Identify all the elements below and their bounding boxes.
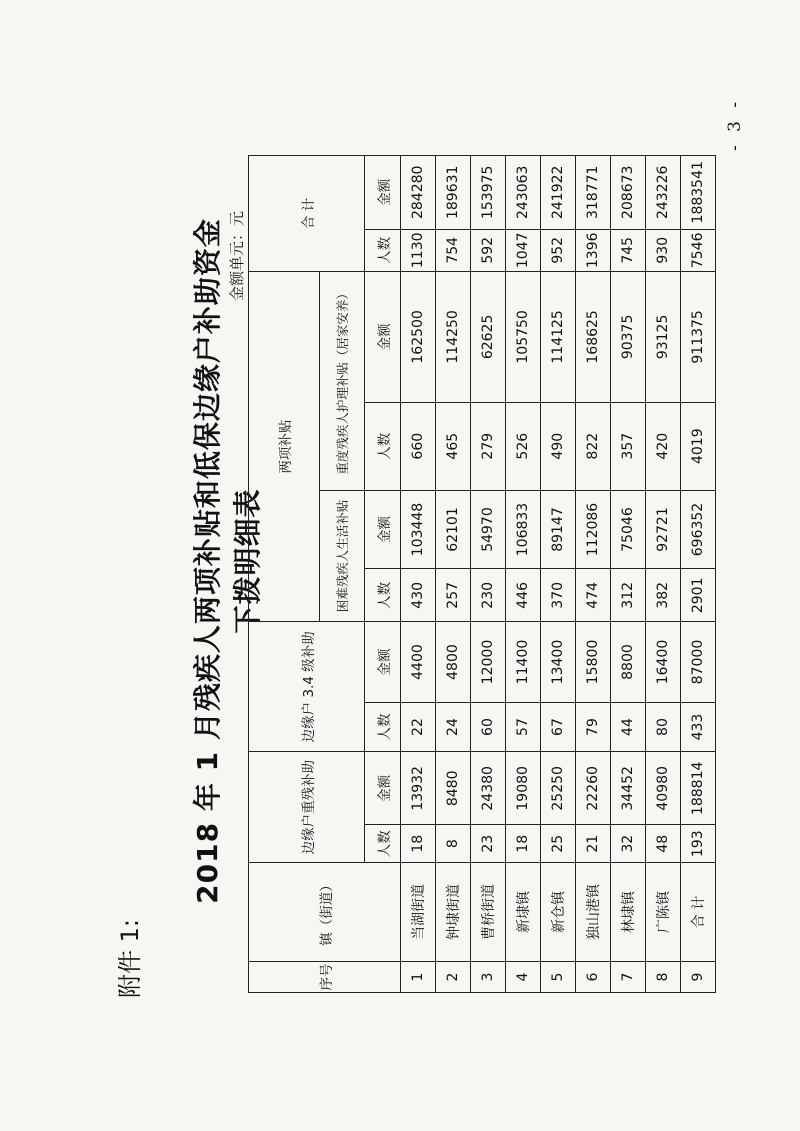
cell-g34-p: 79 — [576, 702, 611, 751]
cell-g34-p: 24 — [436, 702, 471, 751]
header-people: 人数 — [365, 402, 401, 490]
cell-care-a: 93125 — [646, 272, 681, 403]
cell-severe-p: 193 — [681, 825, 716, 863]
cell-g34-a: 4800 — [436, 622, 471, 702]
cell-severe-a: 13932 — [401, 752, 436, 825]
cell-total-p: 952 — [541, 229, 576, 271]
table-row — [506, 156, 541, 993]
cell-seq: 7 — [611, 962, 646, 993]
cell-living-p: 382 — [646, 569, 681, 622]
header-people: 人数 — [365, 702, 401, 751]
header-amount: 金额 — [365, 156, 401, 230]
header-grade34: 边缘户 3.4 级补助 — [249, 622, 365, 752]
cell-town: 新仓镇 — [541, 863, 576, 962]
cell-total-a: 208673 — [611, 156, 646, 230]
cell-total-a: 243063 — [506, 156, 541, 230]
cell-total-p: 1047 — [506, 229, 541, 271]
cell-living-p: 257 — [436, 569, 471, 622]
cell-care-a: 114125 — [541, 272, 576, 403]
cell-care-a: 911375 — [681, 272, 716, 403]
header-severe: 边缘户重残补助 — [249, 752, 365, 863]
cell-total-p: 745 — [611, 229, 646, 271]
cell-severe-a: 19080 — [506, 752, 541, 825]
header-two-subsidies: 两项补贴 — [249, 272, 320, 622]
cell-living-p: 312 — [611, 569, 646, 622]
header-amount: 金额 — [365, 752, 401, 825]
cell-total-a: 189631 — [436, 156, 471, 230]
cell-care-p: 420 — [646, 402, 681, 490]
cell-town: 广陈镇 — [646, 863, 681, 962]
cell-severe-p: 23 — [471, 825, 506, 863]
cell-total-a: 1883541 — [681, 156, 716, 230]
cell-living-p: 2901 — [681, 569, 716, 622]
cell-total-a: 318771 — [576, 156, 611, 230]
cell-town: 钟埭街道 — [436, 863, 471, 962]
cell-seq: 6 — [576, 962, 611, 993]
table-body — [401, 156, 716, 993]
table-row — [646, 156, 681, 993]
cell-g34-a: 15800 — [576, 622, 611, 702]
cell-seq: 8 — [646, 962, 681, 993]
cell-care-p: 279 — [471, 402, 506, 490]
cell-care-p: 490 — [541, 402, 576, 490]
cell-care-p: 660 — [401, 402, 436, 490]
cell-severe-p: 8 — [436, 825, 471, 863]
cell-care-p: 822 — [576, 402, 611, 490]
cell-g34-p: 433 — [681, 702, 716, 751]
header-living-subsidy: 困难残疾人生活补贴 — [320, 490, 365, 622]
cell-severe-a: 22260 — [576, 752, 611, 825]
cell-g34-p: 80 — [646, 702, 681, 751]
cell-seq: 3 — [471, 962, 506, 993]
cell-severe-a: 40980 — [646, 752, 681, 825]
cell-town: 合 计 — [681, 863, 716, 962]
cell-town: 曹桥街道 — [471, 863, 506, 962]
cell-care-p: 465 — [436, 402, 471, 490]
cell-g34-a: 13400 — [541, 622, 576, 702]
cell-care-a: 90375 — [611, 272, 646, 403]
cell-care-a: 62625 — [471, 272, 506, 403]
cell-severe-p: 18 — [401, 825, 436, 863]
cell-severe-p: 48 — [646, 825, 681, 863]
cell-living-p: 474 — [576, 569, 611, 622]
cell-severe-p: 25 — [541, 825, 576, 863]
cell-seq: 9 — [681, 962, 716, 993]
cell-severe-a: 8480 — [436, 752, 471, 825]
header-seq: 序号 — [249, 962, 401, 993]
cell-living-a: 54970 — [471, 490, 506, 569]
cell-g34-p: 60 — [471, 702, 506, 751]
document-title: 2018 年 1 月残疾人两项补贴和低保边缘户补助资金下拨明细表 — [191, 218, 264, 904]
cell-town: 当湖街道 — [401, 863, 436, 962]
cell-care-a: 114250 — [436, 272, 471, 403]
table-row — [401, 156, 436, 993]
cell-seq: 5 — [541, 962, 576, 993]
cell-town: 独山港镇 — [576, 863, 611, 962]
cell-total-a: 241922 — [541, 156, 576, 230]
cell-g34-p: 67 — [541, 702, 576, 751]
header-people: 人数 — [365, 825, 401, 863]
cell-severe-p: 18 — [506, 825, 541, 863]
header-amount: 金额 — [365, 272, 401, 403]
cell-living-a: 112086 — [576, 490, 611, 569]
page-number: - 3 - — [725, 97, 745, 151]
cell-total-p: 1396 — [576, 229, 611, 271]
cell-living-a: 92721 — [646, 490, 681, 569]
header-care-subsidy: 重度残疾人护理补贴（居家安养） — [320, 272, 365, 491]
allocation-table — [248, 155, 716, 993]
cell-living-p: 446 — [506, 569, 541, 622]
cell-care-a: 105750 — [506, 272, 541, 403]
cell-total-a: 153975 — [471, 156, 506, 230]
unit-note: 金额单元：元 — [228, 210, 246, 301]
cell-seq: 1 — [401, 962, 436, 993]
cell-total-a: 284280 — [401, 156, 436, 230]
cell-g34-p: 57 — [506, 702, 541, 751]
cell-care-a: 162500 — [401, 272, 436, 403]
cell-living-a: 89147 — [541, 490, 576, 569]
cell-g34-a: 16400 — [646, 622, 681, 702]
cell-g34-a: 87000 — [681, 622, 716, 702]
table-row — [611, 156, 646, 993]
cell-living-a: 696352 — [681, 490, 716, 569]
cell-severe-a: 34452 — [611, 752, 646, 825]
header-people: 人数 — [365, 569, 401, 622]
header-town: 镇（街道） — [249, 863, 401, 962]
cell-g34-p: 44 — [611, 702, 646, 751]
cell-living-p: 370 — [541, 569, 576, 622]
cell-total-p: 592 — [471, 229, 506, 271]
table-row — [436, 156, 471, 993]
cell-living-p: 230 — [471, 569, 506, 622]
cell-living-p: 430 — [401, 569, 436, 622]
cell-g34-a: 11400 — [506, 622, 541, 702]
cell-severe-a: 24380 — [471, 752, 506, 825]
attachment-label: 附件 1: — [116, 919, 144, 998]
cell-severe-a: 25250 — [541, 752, 576, 825]
cell-total-p: 1130 — [401, 229, 436, 271]
table-row — [541, 156, 576, 993]
cell-g34-a: 8800 — [611, 622, 646, 702]
header-amount: 金额 — [365, 622, 401, 702]
cell-g34-a: 12000 — [471, 622, 506, 702]
cell-total-p: 754 — [436, 229, 471, 271]
cell-living-a: 106833 — [506, 490, 541, 569]
cell-care-p: 526 — [506, 402, 541, 490]
header-people: 人数 — [365, 229, 401, 271]
cell-living-a: 103448 — [401, 490, 436, 569]
cell-severe-p: 32 — [611, 825, 646, 863]
cell-severe-a: 188814 — [681, 752, 716, 825]
header-total: 合 计 — [249, 156, 365, 272]
table-row — [471, 156, 506, 993]
cell-living-a: 75046 — [611, 490, 646, 569]
cell-severe-p: 21 — [576, 825, 611, 863]
cell-town: 新埭镇 — [506, 863, 541, 962]
cell-total-a: 243226 — [646, 156, 681, 230]
cell-total-p: 930 — [646, 229, 681, 271]
cell-care-p: 357 — [611, 402, 646, 490]
cell-care-a: 168625 — [576, 272, 611, 403]
cell-living-a: 62101 — [436, 490, 471, 569]
table-row — [576, 156, 611, 993]
cell-g34-p: 22 — [401, 702, 436, 751]
header-amount: 金额 — [365, 490, 401, 569]
cell-g34-a: 4400 — [401, 622, 436, 702]
cell-seq: 4 — [506, 962, 541, 993]
cell-town: 林埭镇 — [611, 863, 646, 962]
cell-total-p: 7546 — [681, 229, 716, 271]
cell-care-p: 4019 — [681, 402, 716, 490]
table-row — [681, 156, 716, 993]
cell-seq: 2 — [436, 962, 471, 993]
